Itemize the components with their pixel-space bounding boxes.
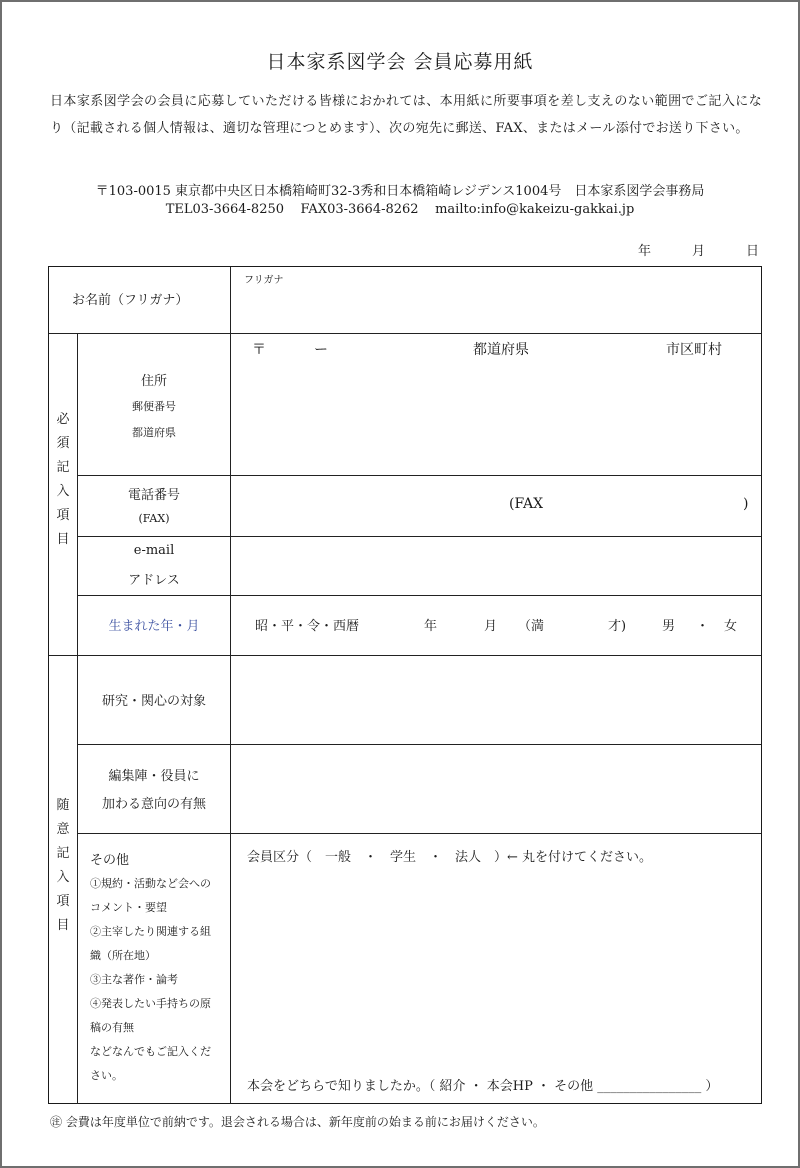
prefecture-label: 都道府県: [132, 426, 176, 439]
other-line: などなんでもご記入くだ: [90, 1045, 211, 1058]
vertical-char: 必: [56, 412, 70, 427]
vertical-char: 目: [56, 532, 70, 547]
divider: [77, 595, 761, 596]
editorial-field[interactable]: [232, 746, 760, 832]
name-field[interactable]: [232, 268, 760, 332]
divider: [77, 475, 761, 476]
birth-month-suffix: 月: [484, 619, 498, 634]
divider: [77, 333, 78, 1104]
contact-info: TEL03-3664-8250 FAX03-3664-8262 mailto:info@kakeizu-gakkai.jp: [165, 202, 635, 217]
other-line: ④発表したい手持ちの原: [90, 997, 211, 1010]
prefecture-suffix: 都道府県: [473, 342, 529, 358]
other-line: ①規約・活動など会への: [90, 877, 211, 890]
divider: [77, 536, 761, 537]
page-title: 日本家系図学会 会員応募用紙: [266, 51, 534, 73]
vertical-char: 須: [56, 436, 70, 451]
vertical-char: 項: [56, 894, 70, 909]
editorial-label: 編集陣・役員に: [108, 769, 200, 784]
email-label: e-mail: [133, 543, 175, 558]
city-suffix: 市区町村: [666, 342, 722, 358]
gender-female[interactable]: 女: [724, 619, 738, 634]
research-field[interactable]: [232, 657, 760, 743]
age-close: 才): [608, 619, 627, 634]
age-open: （満: [518, 619, 545, 634]
intro-paragraph: 日本家系図学会の会員に応募していただける皆様におかれては、本用紙に所要事項を差し支えのない範囲でご記入になり（記載される個人情報は、適切な管理につとめます）、次の宛先に郵送、FAX、またはメール添付でお送り下さい。: [50, 94, 762, 136]
date-day: 日: [746, 244, 760, 259]
email-address-label: アドレス: [128, 573, 180, 588]
postal-code-label: 郵便番号: [132, 400, 176, 413]
vertical-char: 意: [56, 822, 70, 837]
how-heard-question[interactable]: 本会をどちらで知りましたか。（ 紹介 ・ 本会HP ・ その他 ________________ ）: [247, 1079, 719, 1094]
other-comments-field[interactable]: [232, 868, 760, 1068]
other-line: ②主宰したり関連する組: [90, 925, 211, 938]
vertical-char: 記: [56, 846, 70, 861]
birth-year-suffix: 年: [424, 619, 438, 634]
vertical-char: 記: [56, 460, 70, 475]
fax-close: ): [743, 496, 749, 512]
required-section-label: [49, 408, 77, 552]
phone-label: 電話番号: [127, 488, 180, 503]
phone-field[interactable]: [232, 477, 760, 535]
fax-open: (FAX: [509, 496, 544, 512]
date-year: 年: [638, 244, 652, 259]
vertical-char: 項: [56, 508, 70, 523]
other-line: コメント・要望: [90, 901, 167, 914]
other-line: 織（所在地）: [90, 949, 156, 962]
birth-label: 生まれた年・月: [108, 619, 200, 634]
vertical-char: 随: [56, 798, 70, 813]
postal-dash: ー: [314, 342, 328, 358]
gender-separator: ・: [696, 619, 710, 634]
name-label: お名前（フリガナ）: [72, 293, 189, 308]
gender-male[interactable]: 男: [662, 619, 676, 634]
divider: [77, 833, 761, 834]
mailing-address: 〒103-0015 東京都中央区日本橋箱崎町32-3秀和日本橋箱崎レジデンス1004号 日本家系図学会事務局: [95, 184, 705, 199]
optional-section-label: [49, 794, 77, 938]
other-line: 稿の有無: [90, 1021, 134, 1034]
member-type-options[interactable]: 会員区分（ 一般 ・ 学生 ・ 法人 ）← 丸を付けてください。: [247, 850, 653, 865]
email-field[interactable]: [232, 538, 760, 594]
date-month: 月: [692, 244, 706, 259]
address-label: 住所: [140, 374, 167, 389]
other-line: さい。: [90, 1069, 123, 1082]
fax-sub-label: (FAX): [138, 512, 170, 525]
research-label: 研究・関心の対象: [101, 694, 206, 709]
other-title: その他: [90, 853, 130, 868]
other-line: ③主な著作・論考: [90, 973, 178, 986]
vertical-char: 目: [56, 918, 70, 933]
other-instructions: [90, 872, 226, 1088]
furigana-label: フリガナ: [244, 275, 284, 286]
vertical-char: 入: [56, 870, 70, 885]
divider: [49, 655, 761, 656]
fee-note: ㊟ 会費は年度単位で前納です。退会される場合は、新年度前の始まる前にお届けください。: [50, 1115, 545, 1129]
postal-mark: 〒: [252, 342, 266, 358]
editorial-label-2: 加わる意向の有無: [101, 797, 206, 812]
era-options: 昭・平・令・西暦: [255, 619, 360, 634]
divider: [77, 744, 761, 745]
address-field[interactable]: [232, 334, 760, 474]
vertical-char: 入: [56, 484, 70, 499]
divider: [230, 267, 231, 1104]
